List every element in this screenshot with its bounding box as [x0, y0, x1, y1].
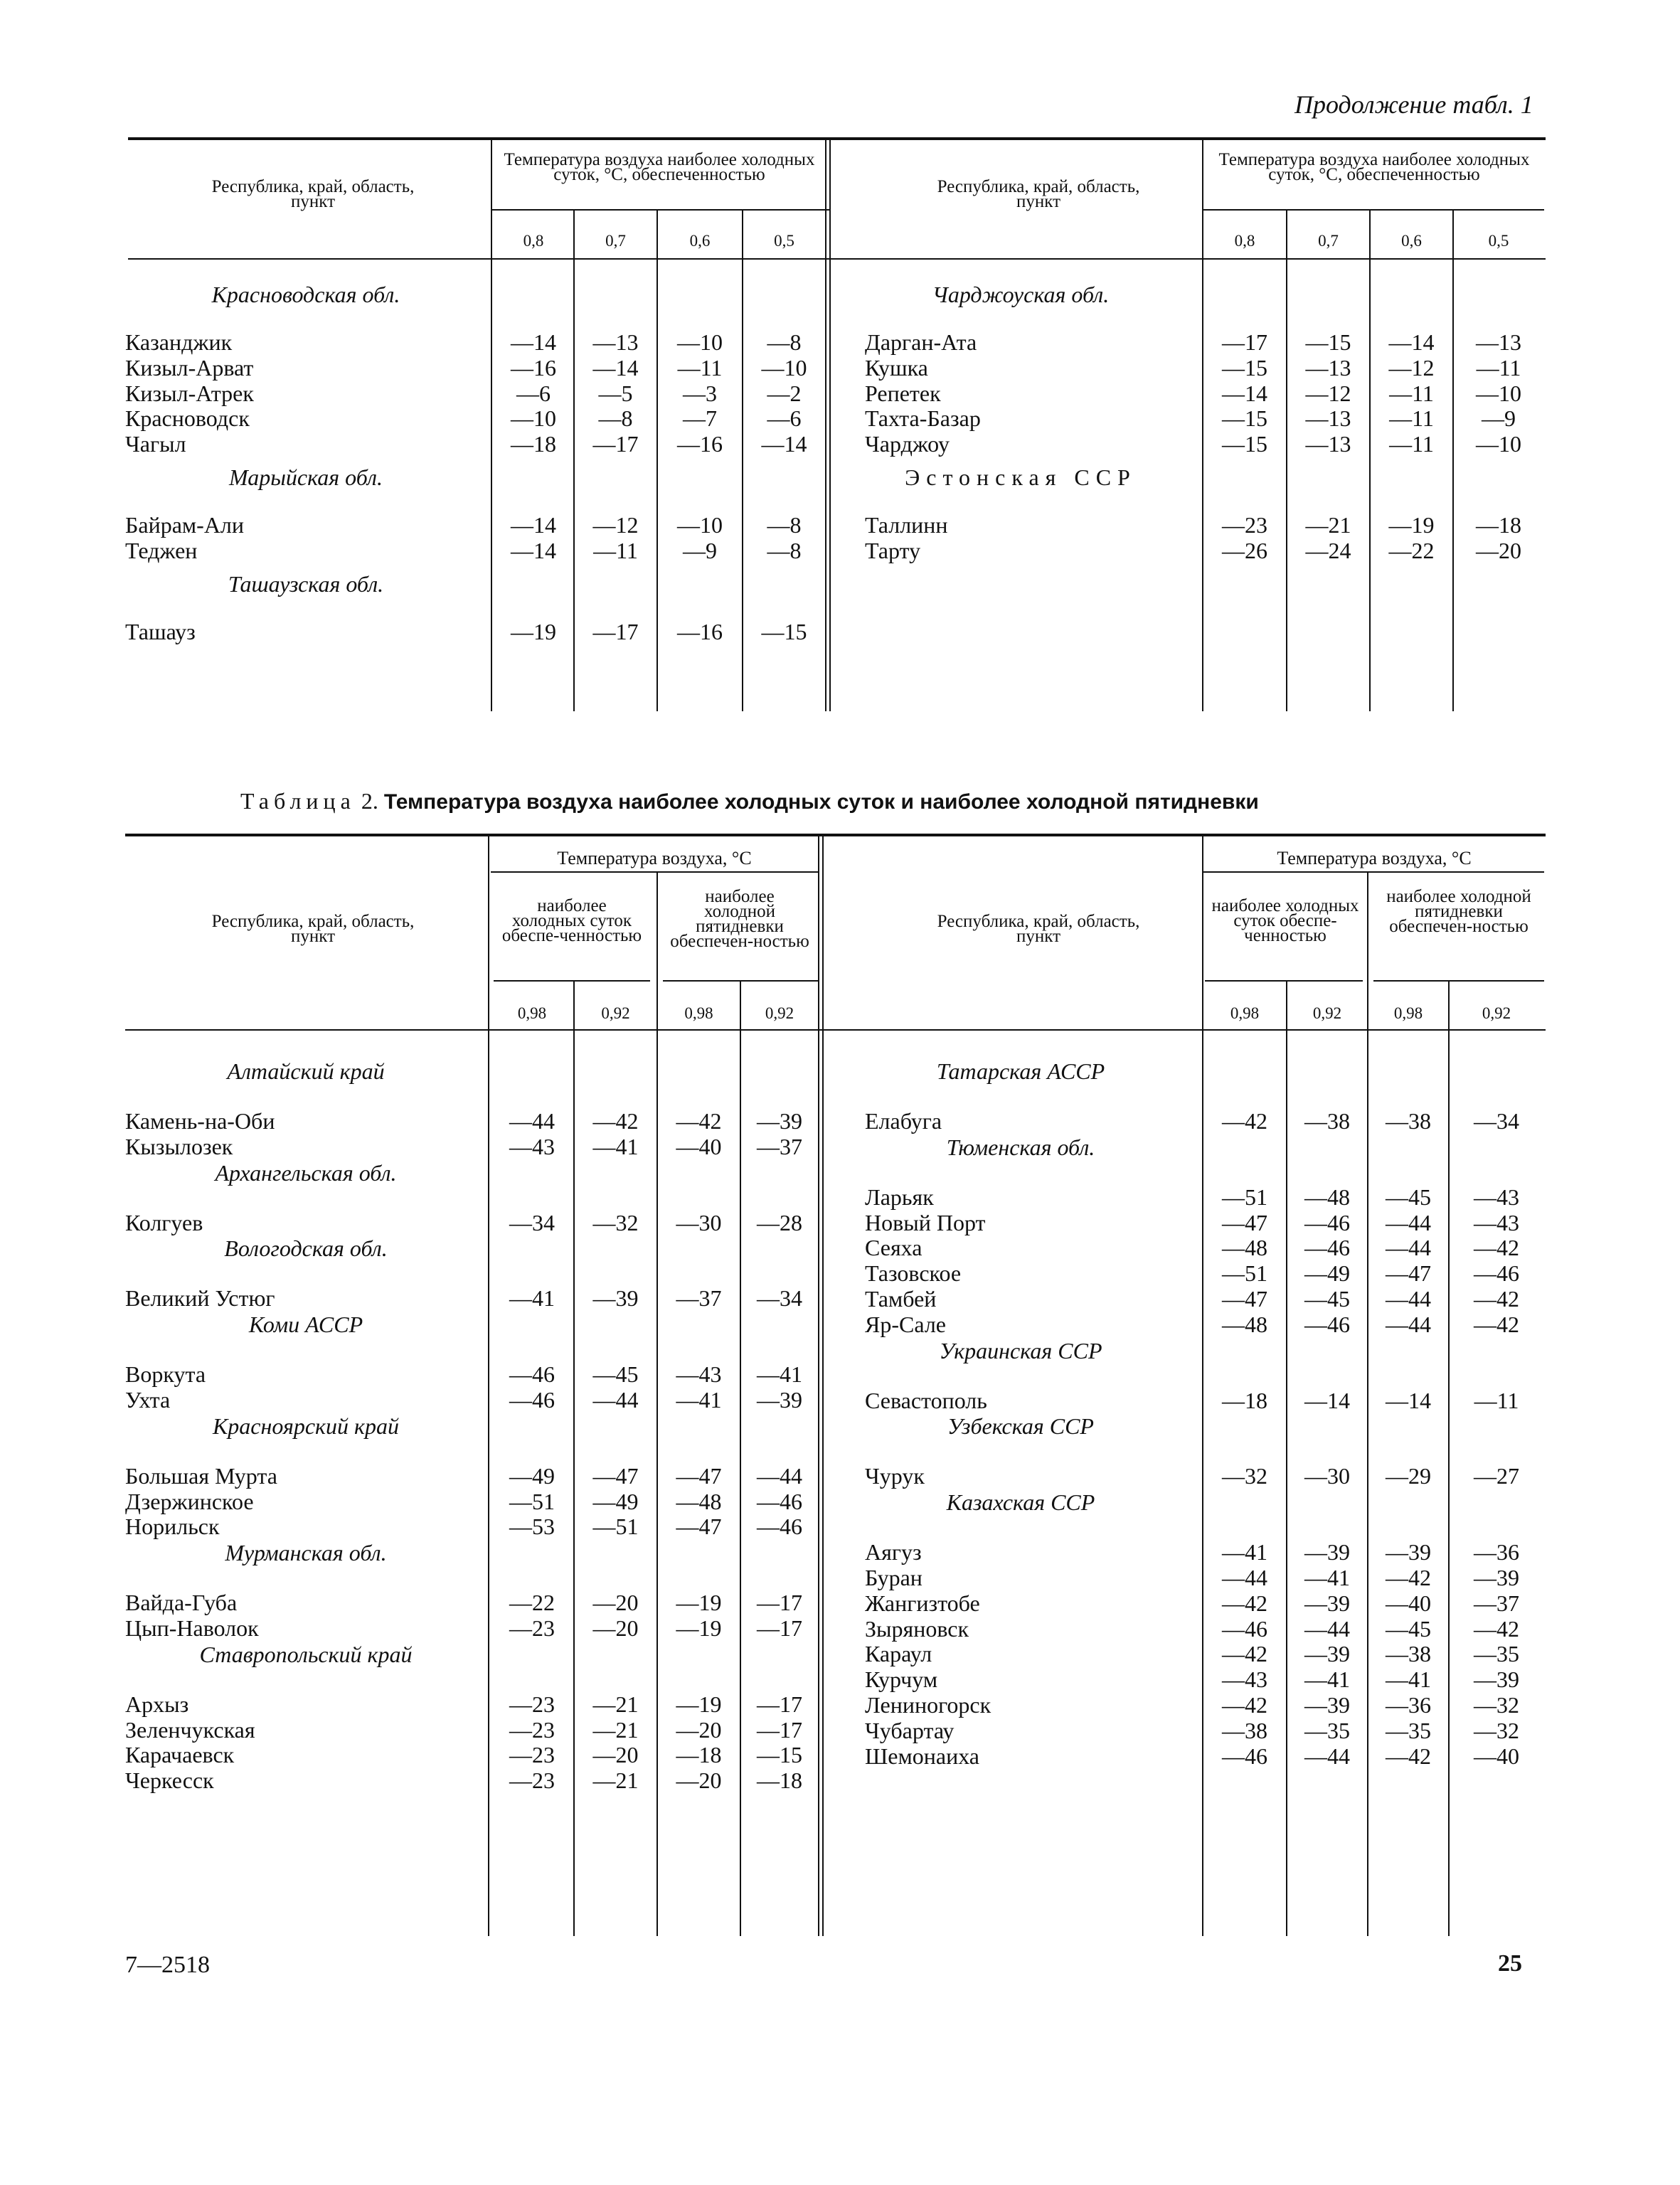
row-name: Большая Мурта: [125, 1462, 277, 1489]
t1-left-section-1: Марыйская обл.: [229, 464, 383, 490]
row-value: —42: [1222, 1590, 1267, 1616]
row-value: —13: [1305, 354, 1351, 381]
row-value: —2: [767, 380, 802, 406]
t2-header-temp-left: Температура воздуха, °С: [557, 848, 752, 868]
t2-left-section-6: Ставропольский край: [199, 1641, 413, 1667]
row-value: —15: [1305, 329, 1351, 355]
row-value: —43: [509, 1133, 555, 1159]
row-name: Тарту: [865, 537, 921, 563]
row-value: —26: [1222, 537, 1267, 563]
row-name: Репетек: [865, 380, 941, 406]
row-value: —22: [509, 1590, 555, 1616]
t2-left-section-3: Коми АССР: [248, 1312, 363, 1338]
t1-col-header: 0,6: [1401, 232, 1422, 250]
row-value: —41: [1304, 1666, 1350, 1693]
row-value: —49: [509, 1462, 555, 1489]
row-value: —29: [1386, 1463, 1431, 1489]
row-name: Чарджоу: [865, 431, 950, 457]
row-name: Зеленчукская: [125, 1716, 255, 1743]
row-value: —38: [1222, 1717, 1267, 1743]
row-value: —51: [592, 1514, 639, 1540]
row-name: Буран: [865, 1565, 923, 1590]
row-value: —46: [1222, 1615, 1267, 1642]
row-value: —40: [1474, 1743, 1519, 1769]
row-value: —42: [1222, 1108, 1267, 1134]
row-value: —53: [509, 1514, 555, 1540]
t1-col-header: 0,6: [689, 232, 711, 250]
row-value: —41: [509, 1285, 555, 1312]
row-value: —8: [598, 405, 633, 432]
row-name: Кизыл-Атрек: [125, 380, 254, 406]
row-name: Красноводск: [125, 405, 250, 432]
row-name: Байрам-Али: [125, 512, 245, 538]
row-value: —37: [1474, 1590, 1519, 1616]
t2-right-section-4: Казахская ССР: [946, 1489, 1095, 1516]
t1-col-header: 0,7: [1318, 232, 1339, 250]
t2-left-section-1: Архангельская обл.: [215, 1159, 397, 1186]
row-value: —18: [511, 431, 556, 457]
row-name: Курчум: [865, 1666, 938, 1693]
row-value: —20: [1476, 537, 1521, 563]
row-value: —12: [1305, 380, 1351, 406]
row-name: Колгуев: [125, 1209, 203, 1235]
row-value: —42: [1474, 1311, 1519, 1337]
row-name: Кушка: [865, 354, 928, 381]
row-name: Великий Устюг: [125, 1285, 275, 1312]
row-value: —23: [1222, 512, 1267, 538]
t2-header-days-left: наиболее холодных суток обеспе-ченностью: [501, 896, 642, 945]
row-value: —42: [1386, 1565, 1431, 1590]
row-value: —19: [676, 1590, 722, 1616]
row-value: —6: [767, 405, 802, 432]
row-name: Воркута: [125, 1361, 206, 1388]
row-value: —21: [592, 1716, 639, 1743]
row-value: —18: [1222, 1387, 1267, 1413]
row-value: —15: [1222, 354, 1267, 381]
row-name: Новый Порт: [865, 1209, 986, 1235]
row-value: —17: [592, 618, 639, 644]
row-name: Чагыл: [125, 431, 186, 457]
row-name: Лениногорск: [865, 1692, 991, 1718]
t2-left-section-2: Вологодская обл.: [224, 1235, 388, 1262]
t1-col-header: 0,5: [1488, 232, 1509, 250]
row-value: —44: [1386, 1235, 1431, 1261]
t2-right-section-3: Узбекская ССР: [947, 1413, 1094, 1440]
row-value: —39: [1474, 1666, 1519, 1693]
row-name: Ташауз: [125, 618, 196, 644]
row-value: —42: [676, 1108, 722, 1134]
row-value: —32: [1474, 1692, 1519, 1718]
row-value: —45: [1386, 1184, 1431, 1210]
t2-header-place-left: Республика, край, область, пункт: [211, 912, 415, 946]
row-value: —39: [1304, 1641, 1350, 1667]
row-value: —36: [1386, 1692, 1431, 1718]
row-value: —44: [1386, 1311, 1431, 1337]
row-value: —36: [1474, 1539, 1519, 1565]
row-name: Кызылозек: [125, 1133, 233, 1159]
row-value: —18: [676, 1742, 722, 1768]
row-value: —9: [683, 537, 717, 563]
row-value: —14: [511, 329, 556, 355]
row-value: —16: [677, 618, 723, 644]
row-value: —46: [757, 1488, 802, 1514]
row-value: —14: [511, 537, 556, 563]
row-name: Кизыл-Арват: [125, 354, 254, 381]
row-name: Вайда-Губа: [125, 1590, 238, 1616]
t2-left-section-0: Алтайский край: [227, 1058, 385, 1084]
row-value: —19: [676, 1615, 722, 1641]
row-value: —11: [1389, 431, 1434, 457]
row-value: —10: [677, 329, 723, 355]
t1-right-section-0: Чарджоуская обл.: [932, 282, 1110, 307]
t1-col-header: 0,8: [1234, 232, 1255, 250]
row-name: Жангизтобе: [865, 1590, 980, 1616]
row-value: —41: [676, 1387, 722, 1413]
t2-header-five-left: наиболее холодной пятидневки обеспечен-ностью: [670, 887, 809, 951]
row-value: —14: [1222, 380, 1267, 406]
row-value: —15: [1222, 431, 1267, 457]
row-value: —13: [1305, 405, 1351, 432]
row-value: —40: [676, 1133, 722, 1159]
row-value: —10: [677, 512, 723, 538]
row-value: —39: [1304, 1539, 1350, 1565]
row-value: —23: [509, 1767, 555, 1794]
row-value: —51: [1222, 1260, 1267, 1287]
row-value: —45: [1386, 1615, 1431, 1642]
row-value: —48: [676, 1488, 722, 1514]
continuation-caption: Продолжение табл. 1: [1294, 90, 1533, 119]
row-value: —35: [1386, 1717, 1431, 1743]
t2-col-header: 0,92: [601, 1004, 630, 1022]
row-value: —46: [1304, 1209, 1350, 1235]
row-value: —47: [676, 1514, 722, 1540]
row-name: Зыряновск: [865, 1615, 969, 1642]
row-name: Теджен: [125, 537, 198, 563]
row-value: —17: [757, 1590, 802, 1616]
row-value: —10: [1476, 380, 1521, 406]
row-value: —7: [683, 405, 717, 432]
row-name: Чурук: [865, 1463, 925, 1489]
t2-left-section-5: Мурманская обл.: [225, 1540, 387, 1566]
row-value: —21: [1305, 512, 1351, 538]
row-value: —14: [511, 512, 556, 538]
t2-header-place-right: Республика, край, область, пункт: [937, 912, 1140, 946]
row-value: —11: [593, 537, 638, 563]
row-value: —11: [1474, 1387, 1519, 1413]
row-value: —44: [1222, 1565, 1267, 1590]
row-value: —10: [511, 405, 556, 432]
row-name: Казанджик: [125, 329, 233, 355]
t2-col-header: 0,98: [1393, 1004, 1423, 1022]
row-value: —15: [757, 1742, 802, 1768]
row-value: —11: [1389, 380, 1434, 406]
row-value: —51: [509, 1488, 555, 1514]
row-value: —38: [1304, 1108, 1350, 1134]
row-value: —46: [1474, 1260, 1519, 1287]
t1-left-section-0: Красноводская обл.: [211, 282, 400, 307]
row-value: —41: [1222, 1539, 1267, 1565]
row-value: —21: [592, 1767, 639, 1794]
row-name: Севастополь: [865, 1387, 987, 1413]
row-value: —47: [1222, 1209, 1267, 1235]
row-value: —32: [1222, 1463, 1267, 1489]
row-value: —19: [676, 1691, 722, 1717]
row-value: —47: [592, 1462, 639, 1489]
row-name: Яр-Сале: [865, 1311, 946, 1337]
row-value: —14: [1386, 1387, 1431, 1413]
row-value: —14: [1388, 329, 1435, 355]
row-value: —20: [592, 1590, 639, 1616]
row-value: —11: [1389, 405, 1434, 432]
row-value: —15: [1222, 405, 1267, 432]
row-value: —23: [509, 1615, 555, 1641]
table-2-caption: Таблица 2. Температура воздуха наиболее холодных суток и наиболее холодной пятидневки: [240, 788, 1259, 814]
row-value: —13: [1476, 329, 1521, 355]
row-value: —5: [598, 380, 633, 406]
row-value: —47: [676, 1462, 722, 1489]
row-name: Норильск: [125, 1514, 220, 1540]
t2-header-days-right: наиболее холодных суток обеспе-ченностью: [1211, 896, 1359, 945]
t1-col-header: 0,7: [605, 232, 626, 250]
row-value: —17: [1222, 329, 1267, 355]
t2-col-header: 0,92: [1482, 1004, 1511, 1022]
t2-col-header: 0,98: [1230, 1004, 1260, 1022]
t1-left-section-2: Ташаузская обл.: [228, 570, 384, 597]
row-value: —18: [757, 1767, 802, 1794]
row-value: —38: [1386, 1108, 1431, 1134]
row-value: —20: [676, 1716, 722, 1743]
row-value: —17: [757, 1691, 802, 1717]
row-value: —8: [767, 512, 802, 538]
t1-header-temp-right: Температура воздуха наиболее холодных суток, °С, обеспеченностью: [1218, 150, 1530, 184]
row-value: —22: [1388, 537, 1435, 563]
row-value: —44: [1386, 1209, 1431, 1235]
row-value: —42: [1474, 1235, 1519, 1261]
row-value: —14: [592, 354, 639, 381]
row-value: —27: [1474, 1463, 1519, 1489]
row-value: —46: [1304, 1311, 1350, 1337]
row-value: —44: [757, 1462, 802, 1489]
t2-right-section-1: Тюменская обл.: [946, 1134, 1095, 1160]
row-value: —41: [757, 1361, 802, 1388]
row-value: —20: [676, 1767, 722, 1794]
row-value: —43: [1474, 1209, 1519, 1235]
footer-code: 7—2518: [125, 1952, 210, 1978]
row-value: —39: [592, 1285, 639, 1312]
row-value: —6: [516, 380, 551, 406]
row-value: —41: [592, 1133, 639, 1159]
row-name: Архыз: [125, 1691, 189, 1717]
row-value: —32: [592, 1209, 639, 1235]
row-value: —37: [757, 1133, 802, 1159]
row-value: —44: [509, 1108, 555, 1134]
t2-col-header: 0,98: [517, 1004, 547, 1022]
row-value: —13: [1305, 431, 1351, 457]
row-value: —28: [757, 1209, 802, 1235]
row-value: —21: [592, 1691, 639, 1717]
row-name: Чубартау: [865, 1717, 955, 1743]
row-value: —49: [1304, 1260, 1350, 1287]
row-name: Тазовское: [865, 1260, 962, 1287]
row-value: —17: [757, 1716, 802, 1743]
row-name: Ухта: [125, 1387, 171, 1413]
t1-right-section-1: Эстонская ССР: [905, 464, 1137, 490]
row-value: —46: [1304, 1235, 1350, 1261]
row-value: —10: [1476, 431, 1521, 457]
row-value: —43: [1474, 1184, 1519, 1210]
t2-header-five-right: наиболее холодной пятидневки обеспечен-ностью: [1386, 887, 1531, 936]
row-value: —39: [1304, 1590, 1350, 1616]
t2-right-section-0: Татарская АССР: [936, 1058, 1105, 1084]
t2-col-header: 0,92: [1312, 1004, 1342, 1022]
row-value: —34: [1474, 1108, 1519, 1134]
row-value: —23: [509, 1716, 555, 1743]
row-value: —39: [1474, 1565, 1519, 1590]
t1-header-place-left: Республика, край, область, пункт: [211, 177, 415, 211]
row-value: —11: [1476, 354, 1521, 381]
row-value: —51: [1222, 1184, 1267, 1210]
row-name: Таллинн: [865, 512, 948, 538]
row-value: —30: [1304, 1463, 1350, 1489]
t2-right-section-2: Украинская ССР: [939, 1337, 1102, 1363]
row-value: —19: [1388, 512, 1435, 538]
t2-left-section-4: Красноярский край: [213, 1413, 399, 1439]
row-value: —11: [677, 354, 723, 381]
row-value: —44: [592, 1387, 639, 1413]
row-value: —41: [1386, 1666, 1431, 1693]
t1-col-header: 0,5: [774, 232, 794, 250]
row-name: Цып-Наволок: [125, 1615, 259, 1641]
row-value: —46: [757, 1514, 802, 1540]
row-value: —19: [511, 618, 556, 644]
row-name: Сеяха: [865, 1235, 923, 1261]
row-value: —8: [767, 537, 802, 563]
row-value: —45: [1304, 1286, 1350, 1312]
row-value: —12: [592, 512, 639, 538]
row-value: —42: [1386, 1743, 1431, 1769]
row-name: Ларьяк: [865, 1184, 934, 1210]
row-value: —48: [1304, 1184, 1350, 1210]
row-value: —39: [1304, 1692, 1350, 1718]
row-value: —39: [757, 1387, 802, 1413]
row-value: —14: [761, 431, 807, 457]
row-value: —32: [1474, 1717, 1519, 1743]
t1-header-place-right: Республика, край, область, пункт: [937, 177, 1140, 211]
row-value: —24: [1305, 537, 1351, 563]
row-value: —49: [592, 1488, 639, 1514]
row-value: —42: [592, 1108, 639, 1134]
row-value: —39: [757, 1108, 802, 1134]
row-value: —41: [1304, 1565, 1350, 1590]
row-value: —20: [592, 1742, 639, 1768]
row-value: —9: [1482, 405, 1516, 432]
row-value: —34: [757, 1285, 802, 1312]
row-name: Тамбей: [865, 1286, 937, 1312]
row-value: —12: [1388, 354, 1435, 381]
row-value: —48: [1222, 1235, 1267, 1261]
row-value: —10: [761, 354, 807, 381]
row-value: —17: [592, 431, 639, 457]
row-name: Дарган-Ата: [865, 329, 977, 355]
row-value: —42: [1474, 1615, 1519, 1642]
row-value: —16: [677, 431, 723, 457]
row-value: —35: [1474, 1641, 1519, 1667]
row-value: —48: [1222, 1311, 1267, 1337]
row-value: —45: [592, 1361, 639, 1388]
row-name: Черкесск: [125, 1767, 214, 1794]
row-value: —44: [1304, 1743, 1350, 1769]
t2-col-header: 0,92: [765, 1004, 794, 1022]
row-value: —42: [1222, 1641, 1267, 1667]
row-value: —42: [1222, 1692, 1267, 1718]
row-value: —20: [592, 1615, 639, 1641]
t1-header-temp-left: Температура воздуха наиболее холодных суток, °С, обеспеченностью: [504, 150, 815, 184]
t2-col-header: 0,98: [684, 1004, 713, 1022]
row-value: —43: [1222, 1666, 1267, 1693]
row-value: —16: [511, 354, 556, 381]
row-value: —46: [509, 1361, 555, 1388]
row-name: Дзержинское: [125, 1488, 254, 1514]
row-value: —46: [509, 1387, 555, 1413]
row-value: —37: [676, 1285, 722, 1312]
row-value: —39: [1386, 1539, 1431, 1565]
row-value: —8: [767, 329, 802, 355]
t1-col-header: 0,8: [523, 232, 544, 250]
row-value: —47: [1222, 1286, 1267, 1312]
row-value: —3: [683, 380, 717, 406]
row-name: Караул: [865, 1641, 932, 1667]
row-value: —38: [1386, 1641, 1431, 1667]
t2-header-temp-right: Температура воздуха, °С: [1277, 848, 1472, 868]
row-value: —13: [592, 329, 639, 355]
row-value: —30: [676, 1209, 722, 1235]
row-value: —14: [1304, 1387, 1350, 1413]
row-name: Тахта-Базар: [865, 405, 981, 432]
row-name: Елабуга: [865, 1108, 942, 1134]
row-name: Камень-на-Оби: [125, 1108, 275, 1134]
row-value: —47: [1386, 1260, 1431, 1287]
page-number: 25: [1498, 1950, 1522, 1977]
row-value: —46: [1222, 1743, 1267, 1769]
row-name: Аягуз: [865, 1539, 922, 1565]
row-value: —17: [757, 1615, 802, 1641]
row-value: —42: [1474, 1286, 1519, 1312]
row-value: —35: [1304, 1717, 1350, 1743]
row-name: Карачаевск: [125, 1742, 235, 1768]
row-value: —23: [509, 1742, 555, 1768]
row-value: —40: [1386, 1590, 1431, 1616]
row-value: —23: [509, 1691, 555, 1717]
row-value: —18: [1476, 512, 1521, 538]
row-value: —44: [1304, 1615, 1350, 1642]
row-value: —43: [676, 1361, 722, 1388]
row-value: —34: [509, 1209, 555, 1235]
row-name: Шемонаиха: [865, 1743, 979, 1769]
row-value: —15: [761, 618, 807, 644]
row-value: —44: [1386, 1286, 1431, 1312]
